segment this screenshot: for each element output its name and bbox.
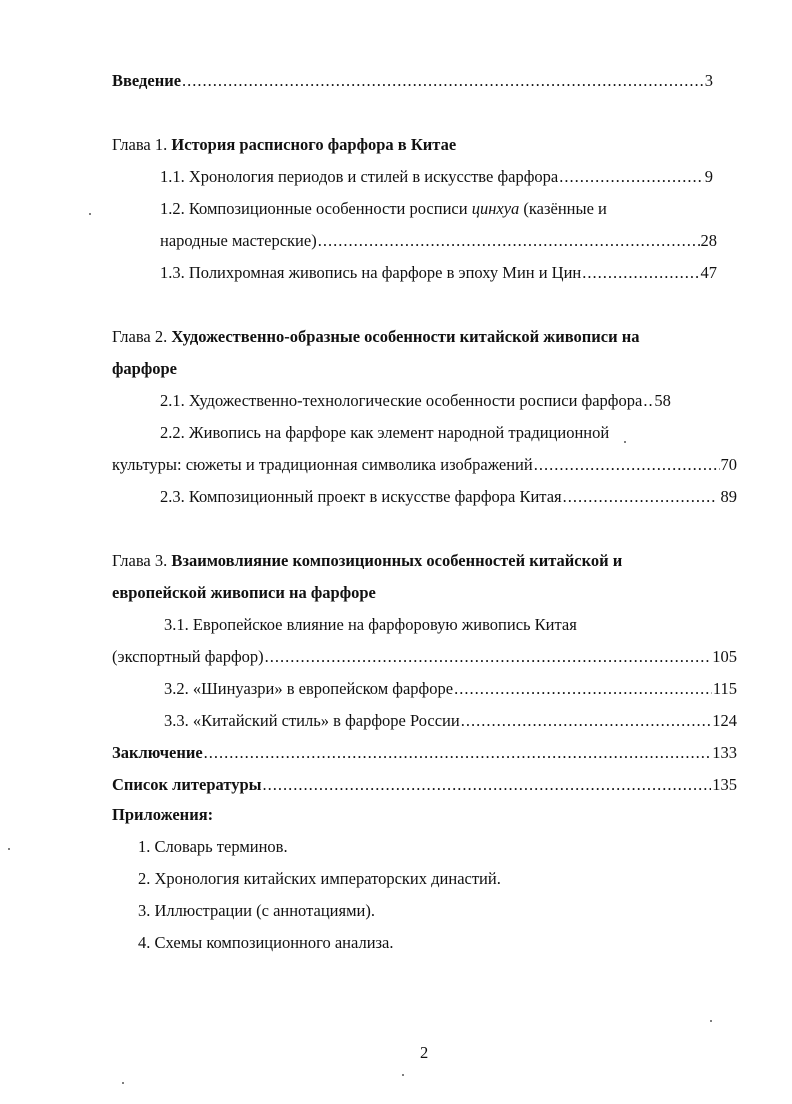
toc-bibliography <box>112 774 737 796</box>
section-3-2-page: 115 <box>712 679 737 698</box>
section-2-3-page: 89 <box>720 487 737 506</box>
section-2-2-page: 70 <box>720 455 737 474</box>
bibliography-page: 135 <box>712 775 737 794</box>
conclusion-page: 133 <box>712 743 737 762</box>
toc-section-1-2 <box>160 230 717 252</box>
toc-section-2-3 <box>160 486 737 508</box>
section-2-3-title: 2.3. Композиционный проект в искусстве фарфора Китая <box>160 487 562 506</box>
section-2-1-title: 2.1. Художественно-технологические особенности росписи фарфора <box>160 391 643 410</box>
intro-title: Введение <box>112 71 182 90</box>
appendix-item-2: 2. Хронология китайских императорских династий. <box>138 869 501 888</box>
appendix-item-3: 3. Иллюстрации (с аннотациями). <box>138 901 375 920</box>
toc-section-3-2 <box>164 678 737 700</box>
toc-section-1-3 <box>160 262 717 284</box>
dot-leader <box>454 678 712 700</box>
scan-speck <box>122 1082 124 1084</box>
chapter-1-heading <box>112 134 456 156</box>
section-3-3-title: 3.3. «Китайский стиль» в фарфоре России <box>164 711 460 730</box>
scan-speck <box>8 848 10 850</box>
dot-leader <box>643 390 653 412</box>
chapter-3-heading <box>112 550 622 572</box>
dot-leader <box>582 262 699 284</box>
section-1-2-title-line2: народные мастерские) <box>160 231 317 250</box>
scan-speck <box>402 1074 404 1076</box>
section-1-2-page: 28 <box>700 231 717 250</box>
chapter-3-label: Глава 3. <box>112 551 168 570</box>
section-3-1-page: 105 <box>712 647 737 666</box>
chapter-2-title-line2: фарфоре <box>112 359 178 378</box>
dot-leader <box>563 486 715 508</box>
dot-leader <box>204 742 712 764</box>
section-3-1-line1: 3.1. Европейское влияние на фарфоровую живопись Китая <box>164 615 577 634</box>
appendices-title: Приложения: <box>112 805 214 824</box>
toc-section-1-1 <box>160 166 713 188</box>
bibliography-title: Список литературы <box>112 775 262 794</box>
dot-leader <box>461 710 712 732</box>
scan-speck <box>89 213 91 215</box>
dot-leader <box>263 774 712 796</box>
chapter-1-title: История расписного фарфора в Китае <box>171 135 457 154</box>
dot-leader <box>265 646 712 668</box>
section-2-1-page: 58 <box>654 391 671 410</box>
italic-term: цинхуа <box>471 199 520 218</box>
appendix-item-4: 4. Схемы композиционного анализа. <box>138 933 394 952</box>
toc-section-2-2 <box>112 454 737 476</box>
section-1-2-line1: 1.2. Композиционные особенности росписи цинхуа (казённые и <box>160 199 607 218</box>
conclusion-title: Заключение <box>112 743 203 762</box>
toc-conclusion <box>112 742 737 764</box>
dot-leader <box>534 454 720 476</box>
page-number: 2 <box>420 1043 429 1062</box>
dot-leader <box>559 166 704 188</box>
section-1-3-title: 1.3. Полихромная живопись на фарфоре в эпоху Мин и Цин <box>160 263 582 282</box>
chapter-2-title-line1: Художественно-образные особенности китайской живописи на <box>171 327 640 346</box>
scan-speck <box>710 1020 712 1022</box>
chapter-2-label: Глава 2. <box>112 327 168 346</box>
section-1-1-title: 1.1. Хронология периодов и стилей в искусстве фарфора <box>160 167 559 186</box>
intro-page: 3 <box>704 71 713 90</box>
appendix-item-1: 1. Словарь терминов. <box>138 837 288 856</box>
dot-leader <box>318 230 700 252</box>
section-3-1-title-line2: (экспортный фарфор) <box>112 647 264 666</box>
section-2-2-line1: 2.2. Живопись на фарфоре как элемент народной традиционной <box>160 423 610 442</box>
toc-section-3-3 <box>164 710 737 732</box>
section-3-2-title: 3.2. «Шинуазри» в европейском фарфоре <box>164 679 454 698</box>
scan-speck <box>624 441 626 443</box>
toc-intro <box>112 70 713 92</box>
toc-section-3-1 <box>112 646 737 668</box>
section-1-3-page: 47 <box>700 263 717 282</box>
dot-leader <box>182 70 704 92</box>
chapter-2-heading <box>112 326 639 348</box>
section-2-2-title-line2: культуры: сюжеты и традиционная символика изображений <box>112 455 533 474</box>
section-3-3-page: 124 <box>712 711 737 730</box>
section-1-1-page: 9 <box>704 167 713 186</box>
toc-section-2-1 <box>160 390 737 412</box>
chapter-3-title-line1: Взаимовлияние композиционных особенностей китайской и <box>171 551 623 570</box>
chapter-3-title-line2: европейской живописи на фарфоре <box>112 583 376 602</box>
chapter-1-label: Глава 1. <box>112 135 168 154</box>
